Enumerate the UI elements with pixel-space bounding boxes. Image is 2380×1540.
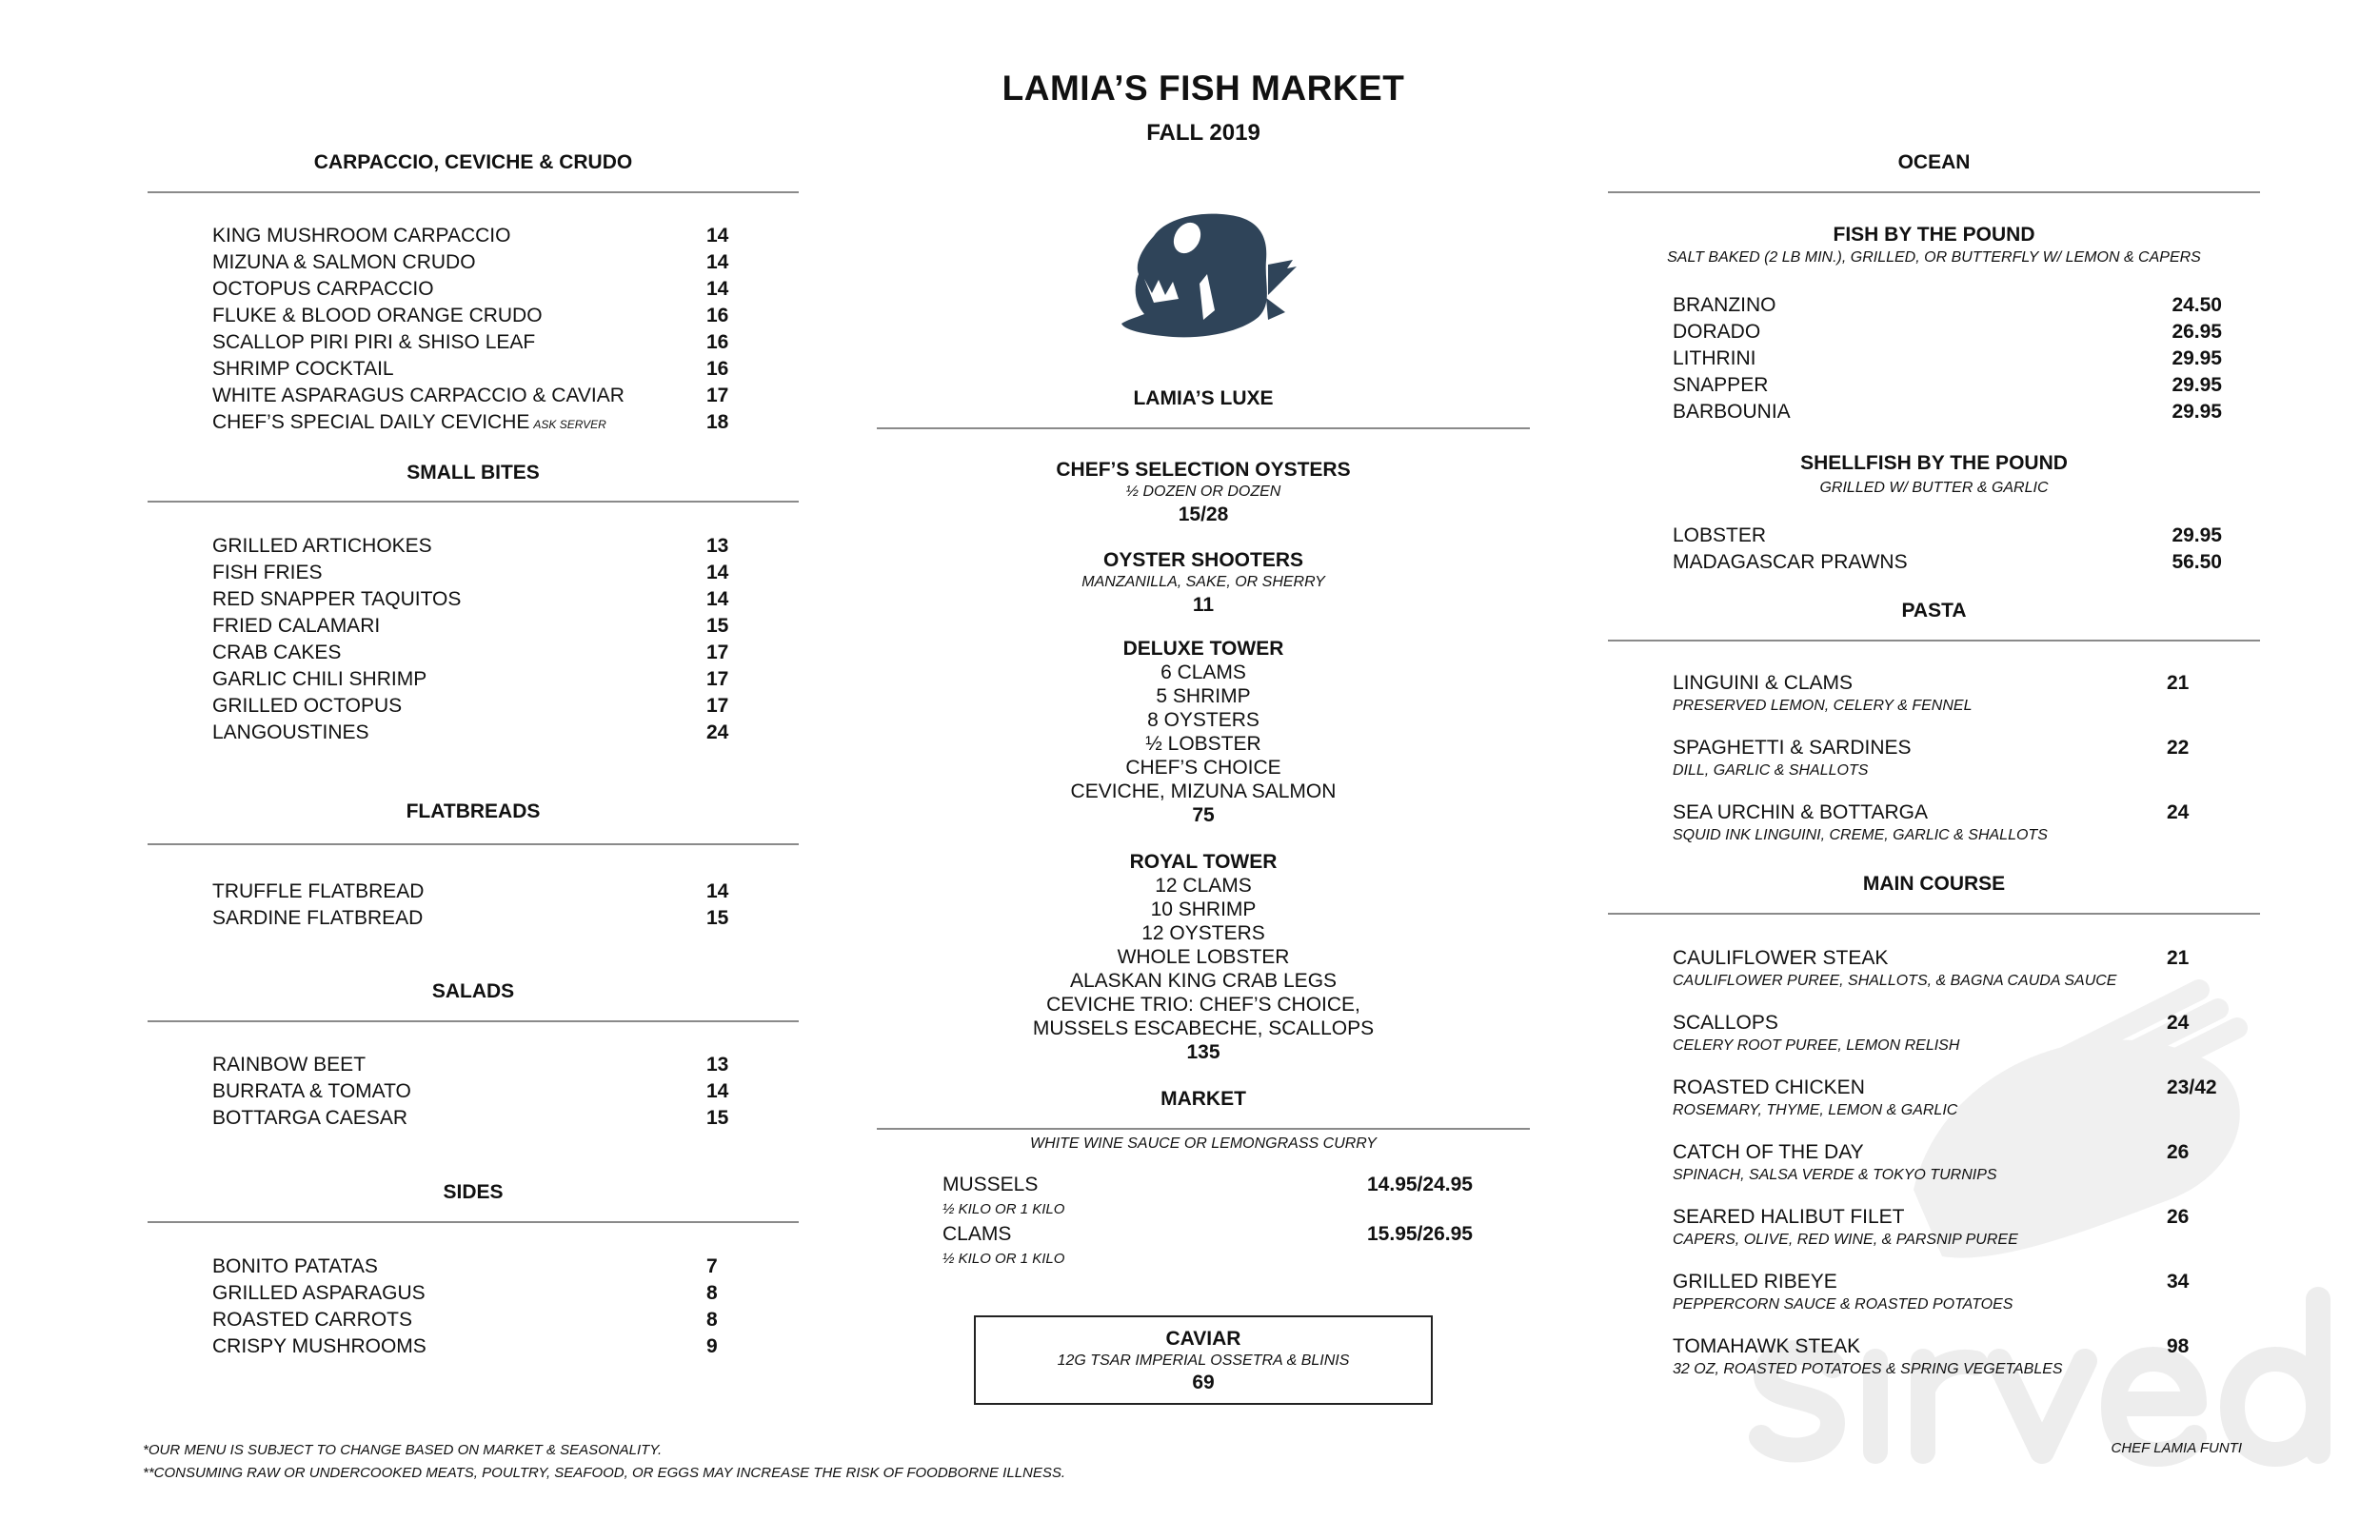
group-title-shellfish: SHELLFISH BY THE POUND bbox=[1800, 452, 2068, 474]
item-name: SCALLOP PIRI PIRI & SHISO LEAF bbox=[212, 331, 536, 353]
section-title-main-course: MAIN COURSE bbox=[1862, 873, 2006, 895]
item-name-wrap bbox=[212, 693, 402, 720]
menu-item bbox=[1608, 1206, 2260, 1271]
section-title-flatbreads: FLATBREADS bbox=[406, 800, 541, 822]
section-title-carpaccio: CARPACCIO, CEVICHE & CRUDO bbox=[313, 151, 633, 173]
item-name-wrap bbox=[212, 329, 535, 356]
menu-item bbox=[1608, 292, 2260, 319]
item-name: SEA URCHIN & BOTTARGA bbox=[1673, 801, 1928, 823]
group-subtitle-fish: SALT BAKED (2 LB MIN.), GRILLED, OR BUTTERFLY W/ LEMON & CAPERS bbox=[1667, 249, 2201, 266]
item-price: 17 bbox=[706, 385, 729, 406]
item-name: GRILLED ASPARAGUS bbox=[212, 1282, 426, 1304]
item-name: SEARED HALIBUT FILET bbox=[1673, 1206, 1905, 1228]
item-name-wrap bbox=[212, 666, 426, 693]
item-description: SPINACH, SALSA VERDE & TOKYO TURNIPS bbox=[1673, 1167, 1997, 1183]
menu-item bbox=[148, 409, 799, 436]
item-price: 29.95 bbox=[2172, 347, 2222, 369]
item-name: LITHRINI bbox=[1673, 347, 1756, 369]
item-name: MADAGASCAR PRAWNS bbox=[1673, 551, 1908, 573]
menu-item bbox=[148, 533, 799, 560]
market-list bbox=[877, 1173, 1530, 1272]
section-title-salads: SALADS bbox=[431, 980, 515, 1002]
item-price: 17 bbox=[706, 668, 729, 690]
item-description: 32 OZ, ROASTED POTATOES & SPRING VEGETABLES bbox=[1673, 1361, 2063, 1377]
item-name: SPAGHETTI & SARDINES bbox=[1673, 737, 1912, 759]
menu-item bbox=[148, 640, 799, 666]
item-name: DORADO bbox=[1673, 321, 1761, 343]
item-price: 56.50 bbox=[2172, 551, 2222, 573]
item-name: CRAB CAKES bbox=[212, 642, 342, 663]
menu-item bbox=[1608, 947, 2260, 1012]
item-name-wrap bbox=[212, 1307, 412, 1333]
item-name: KING MUSHROOM CARPACCIO bbox=[212, 225, 511, 247]
item-name: BOTTARGA CAESAR bbox=[212, 1107, 407, 1129]
luxe-item-line: CHEF’S CHOICE bbox=[1125, 757, 1281, 779]
item-name: BONITO PATATAS bbox=[212, 1255, 378, 1277]
item-name: SNAPPER bbox=[1673, 374, 1769, 396]
item-price: 34 bbox=[2167, 1271, 2190, 1293]
menu-item bbox=[1608, 372, 2260, 399]
carpaccio-list bbox=[148, 223, 799, 436]
item-price: 15.95/26.95 bbox=[1367, 1223, 1473, 1245]
menu-item bbox=[1608, 737, 2260, 801]
luxe-item-name: DELUXE TOWER bbox=[1122, 638, 1284, 660]
footer-note: **CONSUMING RAW OR UNDERCOOKED MEATS, POULTRY, SEAFOOD, OR EGGS MAY INCREASE THE RISK OF FOODBORNE ILLNESS. bbox=[143, 1465, 1066, 1481]
item-price: 17 bbox=[706, 695, 729, 717]
item-name-wrap bbox=[212, 383, 625, 409]
item-name: LINGUINI & CLAMS bbox=[1673, 672, 1854, 694]
item-price: 8 bbox=[706, 1282, 718, 1304]
item-name-wrap bbox=[212, 720, 369, 746]
item-name: FISH FRIES bbox=[212, 562, 323, 583]
item-price: 18 bbox=[706, 411, 729, 433]
luxe-item-line: 10 SHRIMP bbox=[1150, 898, 1257, 920]
menu-item bbox=[1608, 399, 2260, 425]
menu-item bbox=[148, 249, 799, 276]
item-price: 15 bbox=[706, 907, 729, 929]
divider bbox=[1608, 191, 2260, 193]
item-price: 14 bbox=[706, 588, 729, 610]
item-name-wrap bbox=[212, 533, 432, 560]
item-price: 14.95/24.95 bbox=[1367, 1174, 1473, 1195]
item-price: 15 bbox=[706, 615, 729, 637]
item-name: BRANZINO bbox=[1673, 294, 1776, 316]
item-name: ROASTED CHICKEN bbox=[1673, 1076, 1865, 1098]
luxe-item bbox=[877, 638, 1530, 827]
item-price: 14 bbox=[706, 278, 729, 300]
menu-item bbox=[148, 356, 799, 383]
item-description: ROSEMARY, THYME, LEMON & GARLIC bbox=[1673, 1102, 1958, 1118]
item-name: BURRATA & TOMATO bbox=[212, 1080, 411, 1102]
sides-list bbox=[148, 1254, 799, 1360]
luxe-item bbox=[877, 549, 1530, 617]
item-price: 29.95 bbox=[2172, 524, 2222, 546]
item-name: GRILLED OCTOPUS bbox=[212, 695, 403, 717]
item-name-wrap bbox=[212, 560, 323, 586]
fish-skull-logo-icon bbox=[1116, 207, 1306, 346]
item-name-wrap bbox=[1673, 399, 1791, 425]
item-name: FLUKE & BLOOD ORANGE CRUDO bbox=[212, 305, 543, 326]
luxe-item-subtitle: MANZANILLA, SAKE, OR SHERRY bbox=[1081, 574, 1325, 590]
item-name-wrap bbox=[1673, 346, 1756, 372]
luxe-item-line: MUSSELS ESCABECHE, SCALLOPS bbox=[1032, 1017, 1375, 1039]
item-name: CLAMS bbox=[942, 1223, 1012, 1245]
menu-item bbox=[148, 1078, 799, 1105]
luxe-item-line: 6 CLAMS bbox=[1160, 661, 1246, 683]
divider bbox=[148, 1221, 799, 1223]
item-name-wrap bbox=[212, 276, 434, 303]
item-name: TRUFFLE FLATBREAD bbox=[212, 880, 425, 902]
luxe-item-subtitle: ½ DOZEN OR DOZEN bbox=[1125, 484, 1281, 500]
menu-item bbox=[1608, 1271, 2260, 1335]
menu-item bbox=[1608, 1141, 2260, 1206]
restaurant-title: LAMIA’S FISH MARKET bbox=[1002, 69, 1405, 108]
item-name: CHEF’S SPECIAL DAILY CEVICHE bbox=[212, 411, 530, 433]
caviar-description: 12G TSAR IMPERIAL OSSETRA & BLINIS bbox=[1057, 1352, 1350, 1369]
item-description: CELERY ROOT PUREE, LEMON RELISH bbox=[1673, 1037, 1960, 1054]
item-price: 22 bbox=[2167, 737, 2190, 759]
item-price: 16 bbox=[706, 305, 729, 326]
item-price: 23/42 bbox=[2167, 1076, 2217, 1098]
item-price: 26 bbox=[2167, 1141, 2190, 1163]
item-price: 14 bbox=[706, 880, 729, 902]
luxe-item bbox=[877, 459, 1530, 526]
season-label: FALL 2019 bbox=[1146, 120, 1260, 146]
item-description: ½ KILO OR 1 KILO bbox=[942, 1201, 1065, 1217]
section-title-pasta: PASTA bbox=[1901, 600, 1967, 622]
footer-note: *OUR MENU IS SUBJECT TO CHANGE BASED ON MARKET & SEASONALITY. bbox=[143, 1442, 663, 1458]
item-name-wrap bbox=[212, 879, 424, 905]
main-course-list bbox=[1608, 947, 2260, 1400]
chef-signature: CHEF LAMIA FUNTI bbox=[2111, 1440, 2242, 1456]
menu-item bbox=[148, 1333, 799, 1360]
item-name: CAULIFLOWER STEAK bbox=[1673, 947, 1889, 969]
luxe-item-line: ½ LOBSTER bbox=[1145, 733, 1261, 755]
flatbreads-list bbox=[148, 879, 799, 932]
section-title-market: MARKET bbox=[1160, 1088, 1246, 1110]
item-name: CRISPY MUSHROOMS bbox=[212, 1335, 426, 1357]
menu-item bbox=[148, 905, 799, 932]
item-name: SHRIMP COCKTAIL bbox=[212, 358, 394, 380]
item-name-wrap bbox=[212, 1280, 426, 1307]
menu-item bbox=[148, 1307, 799, 1333]
menu-item bbox=[1608, 346, 2260, 372]
section-title-ocean: OCEAN bbox=[1897, 151, 1971, 173]
section-title-luxe: LAMIA’S LUXE bbox=[1133, 387, 1274, 409]
item-description: CAPERS, OLIVE, RED WINE, & PARSNIP PUREE bbox=[1673, 1232, 2018, 1248]
item-description: ½ KILO OR 1 KILO bbox=[942, 1251, 1065, 1267]
menu-item bbox=[877, 1173, 1530, 1222]
item-name-wrap bbox=[212, 303, 543, 329]
luxe-item bbox=[877, 851, 1530, 1064]
item-name: LOBSTER bbox=[1673, 524, 1767, 546]
menu-item bbox=[148, 223, 799, 249]
item-name: OCTOPUS CARPACCIO bbox=[212, 278, 434, 300]
item-price: 98 bbox=[2167, 1335, 2190, 1357]
divider bbox=[1608, 640, 2260, 642]
item-price: 24 bbox=[2167, 801, 2190, 823]
item-name: GARLIC CHILI SHRIMP bbox=[212, 668, 427, 690]
fish-list bbox=[1608, 292, 2260, 425]
luxe-item-price: 11 bbox=[1192, 594, 1215, 616]
divider bbox=[877, 1128, 1530, 1130]
menu-item bbox=[1608, 523, 2260, 549]
menu-item bbox=[148, 1280, 799, 1307]
item-name-wrap bbox=[212, 1078, 411, 1105]
luxe-item-price: 75 bbox=[1192, 804, 1215, 826]
item-name-wrap bbox=[212, 613, 380, 640]
luxe-item-price: 135 bbox=[1186, 1041, 1220, 1063]
item-name-wrap bbox=[1673, 523, 1766, 549]
item-name-wrap bbox=[1673, 549, 1908, 576]
item-description: PRESERVED LEMON, CELERY & FENNEL bbox=[1673, 698, 1973, 714]
item-name-wrap bbox=[212, 586, 461, 613]
item-name-wrap bbox=[212, 1254, 378, 1280]
menu-item bbox=[148, 720, 799, 746]
item-note: ASK SERVER bbox=[533, 418, 606, 431]
luxe-item-name: OYSTER SHOOTERS bbox=[1102, 549, 1304, 571]
luxe-item-line: 8 OYSTERS bbox=[1147, 709, 1259, 731]
item-name-wrap bbox=[212, 1333, 426, 1360]
item-name-wrap bbox=[212, 356, 394, 383]
menu-item bbox=[148, 1105, 799, 1132]
section-title-sides: SIDES bbox=[443, 1181, 504, 1203]
luxe-item-line: WHOLE LOBSTER bbox=[1117, 946, 1290, 968]
divider bbox=[148, 191, 799, 193]
menu-item bbox=[148, 560, 799, 586]
menu-item bbox=[1608, 319, 2260, 346]
item-name-wrap bbox=[1673, 372, 1768, 399]
item-name: SCALLOPS bbox=[1673, 1012, 1778, 1034]
item-name: LANGOUSTINES bbox=[212, 721, 369, 743]
divider bbox=[877, 427, 1530, 429]
menu-item bbox=[148, 613, 799, 640]
item-name-wrap bbox=[212, 1105, 407, 1132]
item-name: CATCH OF THE DAY bbox=[1673, 1141, 1864, 1163]
menu-item bbox=[877, 1222, 1530, 1272]
item-price: 13 bbox=[706, 1054, 729, 1076]
item-name: SARDINE FLATBREAD bbox=[212, 907, 424, 929]
item-name: BARBOUNIA bbox=[1673, 401, 1791, 423]
luxe-item-line: CEVICHE, MIZUNA SALMON bbox=[1070, 780, 1337, 802]
item-name: ROASTED CARROTS bbox=[212, 1309, 413, 1331]
menu-item bbox=[1608, 1012, 2260, 1076]
luxe-item-line: 5 SHRIMP bbox=[1156, 685, 1251, 707]
item-name-wrap bbox=[1673, 292, 1776, 319]
caviar-title: CAVIAR bbox=[1165, 1328, 1241, 1350]
item-price: 15 bbox=[706, 1107, 729, 1129]
item-name-wrap bbox=[212, 905, 423, 932]
item-description: DILL, GARLIC & SHALLOTS bbox=[1673, 762, 1869, 779]
menu-item bbox=[148, 303, 799, 329]
market-subtitle: WHITE WINE SAUCE OR LEMONGRASS CURRY bbox=[1030, 1135, 1377, 1152]
menu-item bbox=[148, 1052, 799, 1078]
item-price: 24.50 bbox=[2172, 294, 2222, 316]
pasta-list bbox=[1608, 672, 2260, 866]
salads-list bbox=[148, 1052, 799, 1132]
caviar-box bbox=[974, 1315, 1433, 1405]
item-price: 13 bbox=[706, 535, 729, 557]
item-name-wrap bbox=[212, 640, 341, 666]
item-name-wrap bbox=[212, 249, 476, 276]
luxe-item-line: 12 OYSTERS bbox=[1141, 922, 1265, 944]
item-name: GRILLED RIBEYE bbox=[1673, 1271, 1837, 1293]
menu-item bbox=[148, 879, 799, 905]
item-name-wrap bbox=[1673, 319, 1760, 346]
divider bbox=[1608, 913, 2260, 915]
small-bites-list bbox=[148, 533, 799, 746]
luxe-item-line: CEVICHE TRIO: CHEF’S CHOICE, bbox=[1046, 994, 1360, 1016]
menu-item bbox=[148, 1254, 799, 1280]
item-price: 17 bbox=[706, 642, 729, 663]
menu-item bbox=[1608, 1335, 2260, 1400]
group-title-fish: FISH BY THE POUND bbox=[1833, 224, 2035, 246]
section-title-small-bites: SMALL BITES bbox=[407, 462, 540, 484]
item-price: 8 bbox=[706, 1309, 718, 1331]
item-price: 21 bbox=[2167, 672, 2190, 694]
item-price: 16 bbox=[706, 358, 729, 380]
item-price: 29.95 bbox=[2172, 401, 2222, 423]
item-name: RED SNAPPER TAQUITOS bbox=[212, 588, 462, 610]
item-name: TOMAHAWK STEAK bbox=[1673, 1335, 1861, 1357]
item-name: MIZUNA & SALMON CRUDO bbox=[212, 251, 476, 273]
menu-item bbox=[1608, 549, 2260, 576]
divider bbox=[148, 501, 799, 503]
divider bbox=[148, 843, 799, 845]
luxe-item-line: ALASKAN KING CRAB LEGS bbox=[1069, 970, 1338, 992]
item-description: CAULIFLOWER PUREE, SHALLOTS, & BAGNA CAUDA SAUCE bbox=[1673, 973, 2117, 989]
item-name: RAINBOW BEET bbox=[212, 1054, 367, 1076]
item-price: 29.95 bbox=[2172, 374, 2222, 396]
menu-item bbox=[148, 693, 799, 720]
item-price: 14 bbox=[706, 1080, 729, 1102]
menu-item bbox=[148, 666, 799, 693]
item-price: 9 bbox=[706, 1335, 718, 1357]
group-subtitle-shellfish: GRILLED W/ BUTTER & GARLIC bbox=[1819, 480, 2049, 496]
menu-item bbox=[148, 586, 799, 613]
menu-item bbox=[148, 329, 799, 356]
divider bbox=[148, 1020, 799, 1022]
menu-item bbox=[1608, 1076, 2260, 1141]
menu-item bbox=[148, 383, 799, 409]
item-name-wrap bbox=[212, 1052, 366, 1078]
item-name: WHITE ASPARAGUS CARPACCIO & CAVIAR bbox=[212, 385, 625, 406]
luxe-item-name: CHEF’S SELECTION OYSTERS bbox=[1056, 459, 1351, 481]
luxe-item-line: 12 CLAMS bbox=[1155, 875, 1252, 897]
shellfish-list bbox=[1608, 523, 2260, 576]
item-description: SQUID INK LINGUINI, CREME, GARLIC & SHALLOTS bbox=[1673, 827, 2048, 843]
luxe-item-name: ROYAL TOWER bbox=[1129, 851, 1278, 873]
item-price: 26 bbox=[2167, 1206, 2190, 1228]
item-price: 14 bbox=[706, 225, 729, 247]
menu-item bbox=[1608, 801, 2260, 866]
item-price: 26.95 bbox=[2172, 321, 2222, 343]
item-price: 14 bbox=[706, 562, 729, 583]
item-name-wrap bbox=[212, 409, 606, 438]
item-price: 14 bbox=[706, 251, 729, 273]
item-price: 24 bbox=[2167, 1012, 2190, 1034]
menu-item bbox=[148, 276, 799, 303]
item-price: 16 bbox=[706, 331, 729, 353]
item-name-wrap bbox=[212, 223, 510, 249]
item-name: GRILLED ARTICHOKES bbox=[212, 535, 432, 557]
item-price: 21 bbox=[2167, 947, 2190, 969]
item-price: 24 bbox=[706, 721, 729, 743]
luxe-item-price: 15/28 bbox=[1178, 503, 1229, 525]
item-name: FRIED CALAMARI bbox=[212, 615, 381, 637]
item-description: PEPPERCORN SAUCE & ROASTED POTATOES bbox=[1673, 1296, 2013, 1313]
item-price: 7 bbox=[706, 1255, 718, 1277]
item-name: MUSSELS bbox=[942, 1174, 1039, 1195]
caviar-price: 69 bbox=[1192, 1372, 1215, 1393]
menu-item bbox=[1608, 672, 2260, 737]
